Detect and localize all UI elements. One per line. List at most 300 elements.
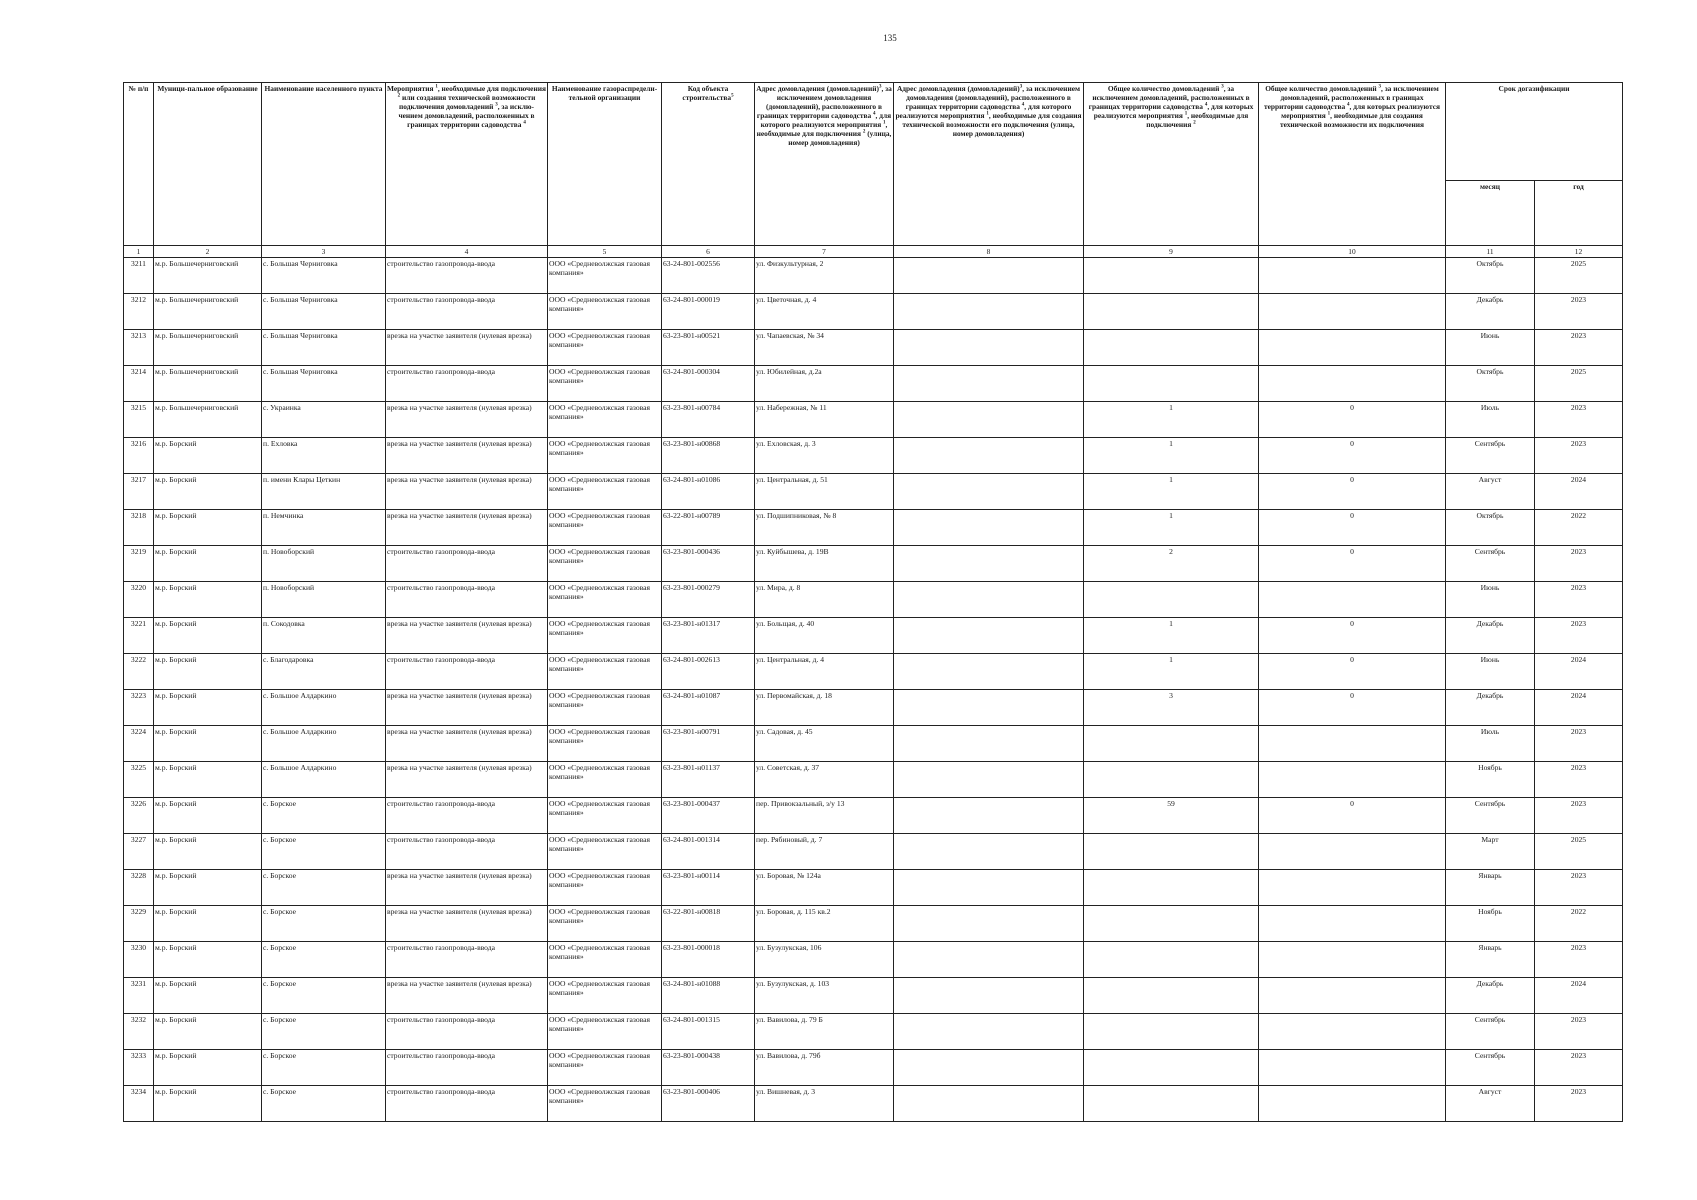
- gas-org-cell: ООО «Средневолжская газовая компания»: [548, 654, 662, 690]
- gas-org-cell: ООО «Средневолжская газовая компания»: [548, 1050, 662, 1086]
- header-measures: Мероприятия $^1$, необходимые для подключения $^2$ или создания технической возможности подключения домовладений $^3$, за исклю-чением домовладений, расположенных в границах территории садоводства $^4$: [386, 83, 548, 246]
- table-row: [124, 690, 1623, 726]
- measure-cell: врезка на участке заявителя (нулевая врезка): [386, 762, 548, 798]
- address-cell: ул. Больщая, д. 40: [755, 618, 894, 654]
- gas-org-cell: ООО «Средневолжская газовая компания»: [548, 762, 662, 798]
- column-number: 10: [1259, 246, 1446, 258]
- measure-cell: строительство газопровода-ввода: [386, 1014, 548, 1050]
- settlement-cell: с. Большое Алдаркино: [262, 690, 386, 726]
- address-cell: ул. Бузулукская, 106: [755, 942, 894, 978]
- gasification-table: [123, 82, 1623, 1122]
- address-cell: пер. Привокзальный, з/у 13: [755, 798, 894, 834]
- address-cell: ул. Чапаевская, № 34: [755, 330, 894, 366]
- connection-count-cell: [1084, 1050, 1259, 1086]
- address-cell: ул. Центральная, д. 51: [755, 474, 894, 510]
- technical-address-cell: [894, 438, 1084, 474]
- measure-cell: строительство газопровода-ввода: [386, 366, 548, 402]
- year-cell: 2025: [1535, 834, 1623, 870]
- address-cell: ул. Цветочная, д. 4: [755, 294, 894, 330]
- object-code-cell: 63-24-801-н01086: [662, 474, 755, 510]
- month-cell: Январь: [1446, 870, 1535, 906]
- municipality-cell: м.р. Большечерниговский: [154, 258, 262, 294]
- gas-org-cell: ООО «Средневолжская газовая компания»: [548, 474, 662, 510]
- row-number: 3225: [124, 762, 154, 798]
- technical-address-cell: [894, 726, 1084, 762]
- month-cell: Август: [1446, 474, 1535, 510]
- header-gas-org: Наименование газораспредели-тельной организации: [548, 83, 662, 246]
- measure-cell: строительство газопровода-ввода: [386, 582, 548, 618]
- table-row: [124, 258, 1623, 294]
- technical-count-cell: 0: [1259, 546, 1446, 582]
- row-number: 3228: [124, 870, 154, 906]
- year-cell: 2023: [1535, 438, 1623, 474]
- row-number: 3222: [124, 654, 154, 690]
- connection-count-cell: 1: [1084, 510, 1259, 546]
- row-number: 3216: [124, 438, 154, 474]
- connection-count-cell: 1: [1084, 618, 1259, 654]
- gas-org-cell: ООО «Средневолжская газовая компания»: [548, 582, 662, 618]
- technical-address-cell: [894, 294, 1084, 330]
- connection-count-cell: 1: [1084, 402, 1259, 438]
- object-code-cell: 63-23-801-000436: [662, 546, 755, 582]
- column-number: 3: [262, 246, 386, 258]
- technical-address-cell: [894, 978, 1084, 1014]
- row-number: 3223: [124, 690, 154, 726]
- column-number: 4: [386, 246, 548, 258]
- header-address-connection: Адрес домовладения (домовладений)$^3$, за исключением домовладения (домовладений), расположенного в границах территории садоводства $^4$, для которого реализуются мероприятия $^1$, необходимые для подключения $^2$ (улица, номер домовладения): [755, 83, 894, 246]
- settlement-cell: с. Борское: [262, 1014, 386, 1050]
- column-number: 1: [124, 246, 154, 258]
- month-cell: Сентябрь: [1446, 1014, 1535, 1050]
- settlement-cell: с. Борское: [262, 834, 386, 870]
- gas-org-cell: ООО «Средневолжская газовая компания»: [548, 618, 662, 654]
- object-code-cell: 63-24-801-001315: [662, 1014, 755, 1050]
- month-cell: Октябрь: [1446, 510, 1535, 546]
- gas-org-cell: ООО «Средневолжская газовая компания»: [548, 726, 662, 762]
- measure-cell: строительство газопровода-ввода: [386, 546, 548, 582]
- year-cell: 2023: [1535, 1014, 1623, 1050]
- settlement-cell: с. Большая Черниговка: [262, 366, 386, 402]
- row-number: 3231: [124, 978, 154, 1014]
- measure-cell: врезка на участке заявителя (нулевая врезка): [386, 870, 548, 906]
- address-cell: ул. Физкультурная, 2: [755, 258, 894, 294]
- technical-count-cell: 0: [1259, 438, 1446, 474]
- address-cell: ул. Вавилова, д. 79б: [755, 1050, 894, 1086]
- gas-org-cell: ООО «Средневолжская газовая компания»: [548, 690, 662, 726]
- gas-org-cell: ООО «Средневолжская газовая компания»: [548, 1086, 662, 1122]
- technical-address-cell: [894, 834, 1084, 870]
- header-count-connection: Общее количество домовладений $^3$, за исключением домовладений, расположенных в границах территории садоводства $^4$, для которых реализуются мероприятия $^1$, необходимые для подключения $^2$: [1084, 83, 1259, 246]
- row-number: 3220: [124, 582, 154, 618]
- municipality-cell: м.р. Большечерниговский: [154, 294, 262, 330]
- year-cell: 2024: [1535, 654, 1623, 690]
- table-row: [124, 906, 1623, 942]
- settlement-cell: с. Борское: [262, 1086, 386, 1122]
- settlement-cell: п. Немчинка: [262, 510, 386, 546]
- object-code-cell: 63-24-801-002613: [662, 654, 755, 690]
- municipality-cell: м.р. Борский: [154, 726, 262, 762]
- measure-cell: строительство газопровода-ввода: [386, 942, 548, 978]
- municipality-cell: м.р. Большечерниговский: [154, 330, 262, 366]
- technical-count-cell: [1259, 834, 1446, 870]
- row-number: 3232: [124, 1014, 154, 1050]
- settlement-cell: с. Украинка: [262, 402, 386, 438]
- connection-count-cell: [1084, 834, 1259, 870]
- technical-address-cell: [894, 942, 1084, 978]
- gas-org-cell: ООО «Средневолжская газовая компания»: [548, 906, 662, 942]
- month-cell: Июнь: [1446, 654, 1535, 690]
- object-code-cell: 63-23-801-000406: [662, 1086, 755, 1122]
- address-cell: ул. Вишневая, д. 3: [755, 1086, 894, 1122]
- measure-cell: врезка на участке заявителя (нулевая врезка): [386, 510, 548, 546]
- table-row: [124, 1014, 1623, 1050]
- settlement-cell: с. Борское: [262, 942, 386, 978]
- object-code-cell: 63-23-801-000438: [662, 1050, 755, 1086]
- column-number: 11: [1446, 246, 1535, 258]
- measure-cell: строительство газопровода-ввода: [386, 834, 548, 870]
- year-cell: 2023: [1535, 942, 1623, 978]
- year-cell: 2023: [1535, 1050, 1623, 1086]
- year-cell: 2025: [1535, 366, 1623, 402]
- object-code-cell: 63-23-801-н00868: [662, 438, 755, 474]
- year-cell: 2023: [1535, 762, 1623, 798]
- gas-org-cell: ООО «Средневолжская газовая компания»: [548, 294, 662, 330]
- year-cell: 2022: [1535, 906, 1623, 942]
- municipality-cell: м.р. Борский: [154, 978, 262, 1014]
- gas-org-cell: ООО «Средневолжская газовая компания»: [548, 510, 662, 546]
- month-cell: Июль: [1446, 402, 1535, 438]
- table-row: [124, 510, 1623, 546]
- header-number: № п/п: [124, 83, 154, 246]
- object-code-cell: 63-24-801-н01087: [662, 690, 755, 726]
- object-code-cell: 63-23-801-н00784: [662, 402, 755, 438]
- technical-address-cell: [894, 798, 1084, 834]
- gas-org-cell: ООО «Средневолжская газовая компания»: [548, 798, 662, 834]
- month-cell: Сентябрь: [1446, 798, 1535, 834]
- header-object-code: Код объекта строительства$^5$: [662, 83, 755, 246]
- row-number: 3226: [124, 798, 154, 834]
- header-month: месяц: [1446, 181, 1535, 246]
- table-row: [124, 762, 1623, 798]
- address-cell: ул. Садовая, д. 45: [755, 726, 894, 762]
- address-cell: ул. Подшипниковая, № 8: [755, 510, 894, 546]
- settlement-cell: п. Новоборский: [262, 582, 386, 618]
- settlement-cell: с. Большое Алдаркино: [262, 726, 386, 762]
- settlement-cell: с. Борское: [262, 906, 386, 942]
- connection-count-cell: [1084, 762, 1259, 798]
- municipality-cell: м.р. Борский: [154, 582, 262, 618]
- table-row: [124, 870, 1623, 906]
- year-cell: 2023: [1535, 582, 1623, 618]
- object-code-cell: 63-23-801-н00521: [662, 330, 755, 366]
- row-number: 3211: [124, 258, 154, 294]
- technical-address-cell: [894, 1086, 1084, 1122]
- settlement-cell: п. Новоборский: [262, 546, 386, 582]
- connection-count-cell: [1084, 726, 1259, 762]
- month-cell: Октябрь: [1446, 258, 1535, 294]
- year-cell: 2023: [1535, 1086, 1623, 1122]
- row-number: 3221: [124, 618, 154, 654]
- month-cell: Декабрь: [1446, 618, 1535, 654]
- table-row: [124, 474, 1623, 510]
- technical-address-cell: [894, 618, 1084, 654]
- row-number: 3229: [124, 906, 154, 942]
- municipality-cell: м.р. Борский: [154, 870, 262, 906]
- technical-count-cell: [1259, 1086, 1446, 1122]
- municipality-cell: м.р. Борский: [154, 654, 262, 690]
- technical-address-cell: [894, 366, 1084, 402]
- row-number: 3219: [124, 546, 154, 582]
- gas-org-cell: ООО «Средневолжская газовая компания»: [548, 1014, 662, 1050]
- object-code-cell: 63-23-801-000018: [662, 942, 755, 978]
- connection-count-cell: [1084, 1014, 1259, 1050]
- measure-cell: строительство газопровода-ввода: [386, 294, 548, 330]
- connection-count-cell: [1084, 330, 1259, 366]
- month-cell: Июнь: [1446, 582, 1535, 618]
- technical-count-cell: [1259, 366, 1446, 402]
- table-row: [124, 1086, 1623, 1122]
- table-body: [124, 258, 1623, 1122]
- measure-cell: врезка на участке заявителя (нулевая врезка): [386, 474, 548, 510]
- technical-count-cell: [1259, 330, 1446, 366]
- row-number: 3227: [124, 834, 154, 870]
- measure-cell: строительство газопровода-ввода: [386, 258, 548, 294]
- measure-cell: строительство газопровода-ввода: [386, 1086, 548, 1122]
- technical-count-cell: 0: [1259, 690, 1446, 726]
- column-number: 2: [154, 246, 262, 258]
- table-row: [124, 798, 1623, 834]
- connection-count-cell: [1084, 1086, 1259, 1122]
- row-number: 3217: [124, 474, 154, 510]
- year-cell: 2023: [1535, 402, 1623, 438]
- object-code-cell: 63-24-801-001314: [662, 834, 755, 870]
- year-cell: 2022: [1535, 510, 1623, 546]
- municipality-cell: м.р. Борский: [154, 546, 262, 582]
- connection-count-cell: [1084, 366, 1259, 402]
- object-code-cell: 63-24-801-000304: [662, 366, 755, 402]
- header-municipality: Муници-пальное образование: [154, 83, 262, 246]
- technical-count-cell: 0: [1259, 654, 1446, 690]
- gas-org-cell: ООО «Средневолжская газовая компания»: [548, 978, 662, 1014]
- header-address-technical: Адрес домовладения (домовладений)$^3$, за исключением домовладения (домовладений), расположенного в границах территории садоводства $^4$, для которого реализуются мероприятия $^1$, необходимые для создания технической возможности его подключения (улица, номер домовладения): [894, 83, 1084, 246]
- connection-count-cell: 2: [1084, 546, 1259, 582]
- month-cell: Июль: [1446, 726, 1535, 762]
- month-cell: Октябрь: [1446, 366, 1535, 402]
- month-cell: Ноябрь: [1446, 906, 1535, 942]
- settlement-cell: с. Борское: [262, 1050, 386, 1086]
- row-number: 3212: [124, 294, 154, 330]
- municipality-cell: м.р. Борский: [154, 1086, 262, 1122]
- technical-address-cell: [894, 474, 1084, 510]
- technical-count-cell: 0: [1259, 618, 1446, 654]
- municipality-cell: м.р. Борский: [154, 942, 262, 978]
- measure-cell: врезка на участке заявителя (нулевая врезка): [386, 978, 548, 1014]
- object-code-cell: 63-24-801-н01088: [662, 978, 755, 1014]
- object-code-cell: 63-23-801-000437: [662, 798, 755, 834]
- object-code-cell: 63-24-801-002556: [662, 258, 755, 294]
- gas-org-cell: ООО «Средневолжская газовая компания»: [548, 546, 662, 582]
- connection-count-cell: 59: [1084, 798, 1259, 834]
- column-number: 12: [1535, 246, 1623, 258]
- address-cell: ул. Центральная, д. 4: [755, 654, 894, 690]
- technical-address-cell: [894, 258, 1084, 294]
- settlement-cell: с. Борское: [262, 798, 386, 834]
- address-cell: ул. Первомайская, д. 18: [755, 690, 894, 726]
- table-row: [124, 834, 1623, 870]
- table-row: [124, 366, 1623, 402]
- settlement-cell: п. имени Клары Цеткин: [262, 474, 386, 510]
- year-cell: 2024: [1535, 474, 1623, 510]
- table-row: [124, 618, 1623, 654]
- municipality-cell: м.р. Борский: [154, 1014, 262, 1050]
- municipality-cell: м.р. Борский: [154, 1050, 262, 1086]
- municipality-cell: м.р. Борский: [154, 762, 262, 798]
- connection-count-cell: 1: [1084, 654, 1259, 690]
- address-cell: ул. Мира, д. 8: [755, 582, 894, 618]
- table-row: [124, 654, 1623, 690]
- table-row: [124, 1050, 1623, 1086]
- object-code-cell: 63-24-801-000019: [662, 294, 755, 330]
- object-code-cell: 63-23-801-000279: [662, 582, 755, 618]
- month-cell: Декабрь: [1446, 978, 1535, 1014]
- connection-count-cell: 3: [1084, 690, 1259, 726]
- settlement-cell: с. Большая Черниговка: [262, 294, 386, 330]
- object-code-cell: 63-22-801-н00789: [662, 510, 755, 546]
- technical-count-cell: [1259, 582, 1446, 618]
- technical-address-cell: [894, 762, 1084, 798]
- measure-cell: строительство газопровода-ввода: [386, 1050, 548, 1086]
- month-cell: Сентябрь: [1446, 1050, 1535, 1086]
- municipality-cell: м.р. Большечерниговский: [154, 366, 262, 402]
- month-cell: Декабрь: [1446, 690, 1535, 726]
- column-number-row: [124, 246, 1623, 258]
- table-row: [124, 294, 1623, 330]
- address-cell: ул. Набережная, № 11: [755, 402, 894, 438]
- measure-cell: врезка на участке заявителя (нулевая врезка): [386, 726, 548, 762]
- month-cell: Декабрь: [1446, 294, 1535, 330]
- address-cell: ул. Бузулукская, д. 103: [755, 978, 894, 1014]
- address-cell: ул. Куйбышева, д. 19В: [755, 546, 894, 582]
- municipality-cell: м.р. Борский: [154, 906, 262, 942]
- technical-count-cell: 0: [1259, 474, 1446, 510]
- technical-count-cell: [1259, 294, 1446, 330]
- settlement-cell: с. Большое Алдаркино: [262, 762, 386, 798]
- technical-address-cell: [894, 690, 1084, 726]
- table-row: [124, 438, 1623, 474]
- address-cell: ул. Советская, д. 37: [755, 762, 894, 798]
- technical-count-cell: [1259, 258, 1446, 294]
- row-number: 3214: [124, 366, 154, 402]
- year-cell: 2024: [1535, 690, 1623, 726]
- year-cell: 2025: [1535, 258, 1623, 294]
- column-number: 5: [548, 246, 662, 258]
- column-number: 9: [1084, 246, 1259, 258]
- column-number: 6: [662, 246, 755, 258]
- settlement-cell: с. Большая Черниговка: [262, 330, 386, 366]
- year-cell: 2023: [1535, 546, 1623, 582]
- gas-org-cell: ООО «Средневолжская газовая компания»: [548, 366, 662, 402]
- row-number: 3218: [124, 510, 154, 546]
- gas-org-cell: ООО «Средневолжская газовая компания»: [548, 438, 662, 474]
- header-count-technical: Общее количество домовладений $^3$, за исключением домовладений, расположенных в границах территории садоводства $^4$, для которых реализуются мероприятия $^1$, необходимые для создания технической возможности их подключения: [1259, 83, 1446, 246]
- connection-count-cell: [1084, 258, 1259, 294]
- address-cell: ул. Ехловская, д. 3: [755, 438, 894, 474]
- technical-count-cell: [1259, 1050, 1446, 1086]
- year-cell: 2023: [1535, 330, 1623, 366]
- address-cell: ул. Боровая, № 124а: [755, 870, 894, 906]
- technical-address-cell: [894, 510, 1084, 546]
- municipality-cell: м.р. Борский: [154, 510, 262, 546]
- municipality-cell: м.р. Борский: [154, 690, 262, 726]
- row-number: 3234: [124, 1086, 154, 1122]
- connection-count-cell: [1084, 294, 1259, 330]
- measure-cell: врезка на участке заявителя (нулевая врезка): [386, 618, 548, 654]
- technical-count-cell: [1259, 870, 1446, 906]
- year-cell: 2023: [1535, 798, 1623, 834]
- object-code-cell: 63-23-801-н01137: [662, 762, 755, 798]
- settlement-cell: п. Сокодовка: [262, 618, 386, 654]
- month-cell: Сентябрь: [1446, 546, 1535, 582]
- connection-count-cell: 1: [1084, 438, 1259, 474]
- measure-cell: строительство газопровода-ввода: [386, 798, 548, 834]
- table-row: [124, 546, 1623, 582]
- connection-count-cell: [1084, 942, 1259, 978]
- measure-cell: врезка на участке заявителя (нулевая врезка): [386, 690, 548, 726]
- measure-cell: врезка на участке заявителя (нулевая врезка): [386, 402, 548, 438]
- address-cell: ул. Вавилова, д. 79 Б: [755, 1014, 894, 1050]
- address-cell: ул. Боровая, д. 115 кв.2: [755, 906, 894, 942]
- column-number: 8: [894, 246, 1084, 258]
- gas-org-cell: ООО «Средневолжская газовая компания»: [548, 330, 662, 366]
- technical-count-cell: [1259, 942, 1446, 978]
- object-code-cell: 63-23-801-н01317: [662, 618, 755, 654]
- header-year: год: [1535, 181, 1623, 246]
- table-row: [124, 726, 1623, 762]
- year-cell: 2023: [1535, 870, 1623, 906]
- technical-count-cell: [1259, 978, 1446, 1014]
- measure-cell: врезка на участке заявителя (нулевая врезка): [386, 906, 548, 942]
- row-number: 3224: [124, 726, 154, 762]
- municipality-cell: м.р. Борский: [154, 474, 262, 510]
- header-settlement: Наименование населенного пункта: [262, 83, 386, 246]
- municipality-cell: м.р. Большечерниговский: [154, 402, 262, 438]
- technical-address-cell: [894, 654, 1084, 690]
- settlement-cell: с. Большая Черниговка: [262, 258, 386, 294]
- row-number: 3233: [124, 1050, 154, 1086]
- connection-count-cell: [1084, 870, 1259, 906]
- technical-count-cell: [1259, 1014, 1446, 1050]
- object-code-cell: 63-23-801-н00114: [662, 870, 755, 906]
- municipality-cell: м.р. Борский: [154, 834, 262, 870]
- month-cell: Август: [1446, 1086, 1535, 1122]
- row-number: 3213: [124, 330, 154, 366]
- connection-count-cell: [1084, 906, 1259, 942]
- technical-address-cell: [894, 402, 1084, 438]
- header-deadline: Срок догазификации: [1446, 83, 1623, 181]
- technical-count-cell: 0: [1259, 402, 1446, 438]
- object-code-cell: 63-23-801-н00791: [662, 726, 755, 762]
- column-number: 7: [755, 246, 894, 258]
- gas-org-cell: ООО «Средневолжская газовая компания»: [548, 834, 662, 870]
- address-cell: ул. Юбилейная, д.2а: [755, 366, 894, 402]
- row-number: 3215: [124, 402, 154, 438]
- table-row: [124, 330, 1623, 366]
- year-cell: 2024: [1535, 978, 1623, 1014]
- table-row: [124, 978, 1623, 1014]
- gas-org-cell: ООО «Средневолжская газовая компания»: [548, 258, 662, 294]
- table-row: [124, 942, 1623, 978]
- technical-address-cell: [894, 330, 1084, 366]
